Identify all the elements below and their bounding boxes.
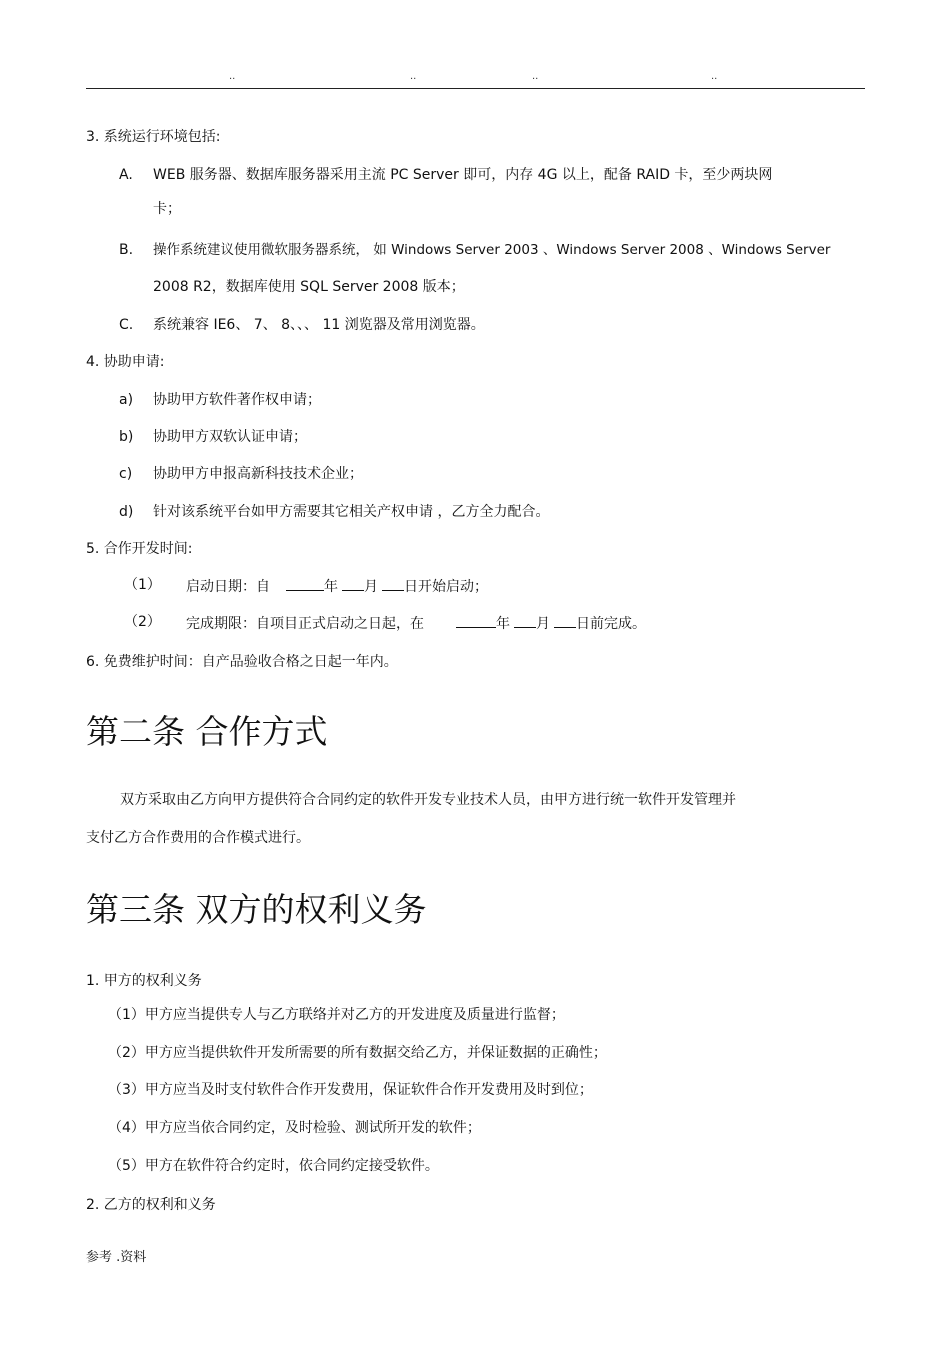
month-unit: 月 xyxy=(536,616,550,632)
section-3-title: 3. 系统运行环境包括: xyxy=(86,129,221,145)
item-text-continued: 2008 R2，数据库使用 SQL Server 2008 版本； xyxy=(153,279,465,295)
item-label: C. xyxy=(119,317,134,333)
month-unit: 月 xyxy=(364,579,378,595)
list-item: 协助甲方申报高新科技技术企业； xyxy=(153,466,363,482)
day-suffix: 日前完成。 xyxy=(576,616,646,632)
section-5-title: 5. 合作开发时间: xyxy=(86,541,193,557)
year-unit: 年 xyxy=(496,616,510,632)
day-blank xyxy=(382,576,404,591)
item-label: B. xyxy=(119,242,134,258)
article-2-paragraph-continued: 支付乙方合作费用的合作模式进行。 xyxy=(86,830,310,846)
article-2-heading: 第二条 合作方式 xyxy=(86,712,328,751)
header-mark: .. xyxy=(229,71,236,82)
header-mark: .. xyxy=(711,71,718,82)
party-a-title: 1. 甲方的权利义务 xyxy=(86,973,202,989)
list-item: 针对该系统平台如甲方需要其它相关产权申请 ，乙方全力配合。 xyxy=(153,504,550,520)
list-item-label: b) xyxy=(119,429,134,445)
article-2-paragraph: 双方采取由乙方向甲方提供符合合同约定的软件开发专业技术人员，由甲方进行统一软件开发管理并 xyxy=(120,792,736,808)
end-date-label: 完成期限：自项目正式启动之日起，在 xyxy=(186,616,424,632)
item-text: WEB 服务器、数据库服务器采用主流 PC Server 即可，内存 4G 以上，配备 RAID 卡，至少两块网 xyxy=(153,167,773,183)
year-blank xyxy=(286,576,324,591)
footer-text: 参考 .资料 xyxy=(86,1250,147,1265)
list-item-label: a) xyxy=(119,392,134,408)
list-item: （3）甲方应当及时支付软件合作开发费用，保证软件合作开发费用及时到位； xyxy=(108,1082,593,1098)
list-item: 协助甲方软件著作权申请； xyxy=(153,392,321,408)
article-3-heading: 第三条 双方的权利义务 xyxy=(86,890,427,929)
item-text-continued: 卡； xyxy=(153,201,181,217)
day-suffix: 日开始启动； xyxy=(404,579,488,595)
month-blank xyxy=(514,613,536,628)
month-blank xyxy=(342,576,364,591)
item-label: A. xyxy=(119,167,133,183)
header-mark: .. xyxy=(532,71,539,82)
end-date-line xyxy=(186,613,646,633)
section-6-title: 6. 免费维护时间：自产品验收合格之日起一年内。 xyxy=(86,654,398,670)
item-text: 系统兼容 IE6、 7、 8、、、 11 浏览器及常用浏览器。 xyxy=(153,317,485,333)
list-item-label: c) xyxy=(119,466,133,482)
header-rule xyxy=(86,88,865,89)
section-4-title: 4. 协助申请: xyxy=(86,354,165,370)
list-item: （4）甲方应当依合同约定，及时检验、测试所开发的软件； xyxy=(108,1120,481,1136)
list-item: 协助甲方双软认证申请； xyxy=(153,429,307,445)
list-item: （5）甲方在软件符合约定时，依合同约定接受软件。 xyxy=(108,1158,439,1174)
day-blank xyxy=(554,613,576,628)
list-item: （1）甲方应当提供专人与乙方联络并对乙方的开发进度及质量进行监督； xyxy=(108,1007,565,1023)
year-unit: 年 xyxy=(324,579,338,595)
start-date-line xyxy=(186,576,488,596)
party-b-title: 2. 乙方的权利和义务 xyxy=(86,1197,216,1213)
start-date-label: 启动日期：自 xyxy=(186,579,270,595)
list-item: （2）甲方应当提供软件开发所需要的所有数据交给乙方，并保证数据的正确性； xyxy=(108,1045,607,1061)
list-item-label: d) xyxy=(119,504,134,520)
year-blank xyxy=(456,613,496,628)
list-item-label: （2） xyxy=(124,614,161,630)
list-item-label: （1） xyxy=(124,577,161,593)
item-text: 操作系统建议使用微软服务器系统， 如 Windows Server 2003 、Windows Server 2008 、Windows Server xyxy=(153,242,831,258)
header-mark: .. xyxy=(410,71,417,82)
